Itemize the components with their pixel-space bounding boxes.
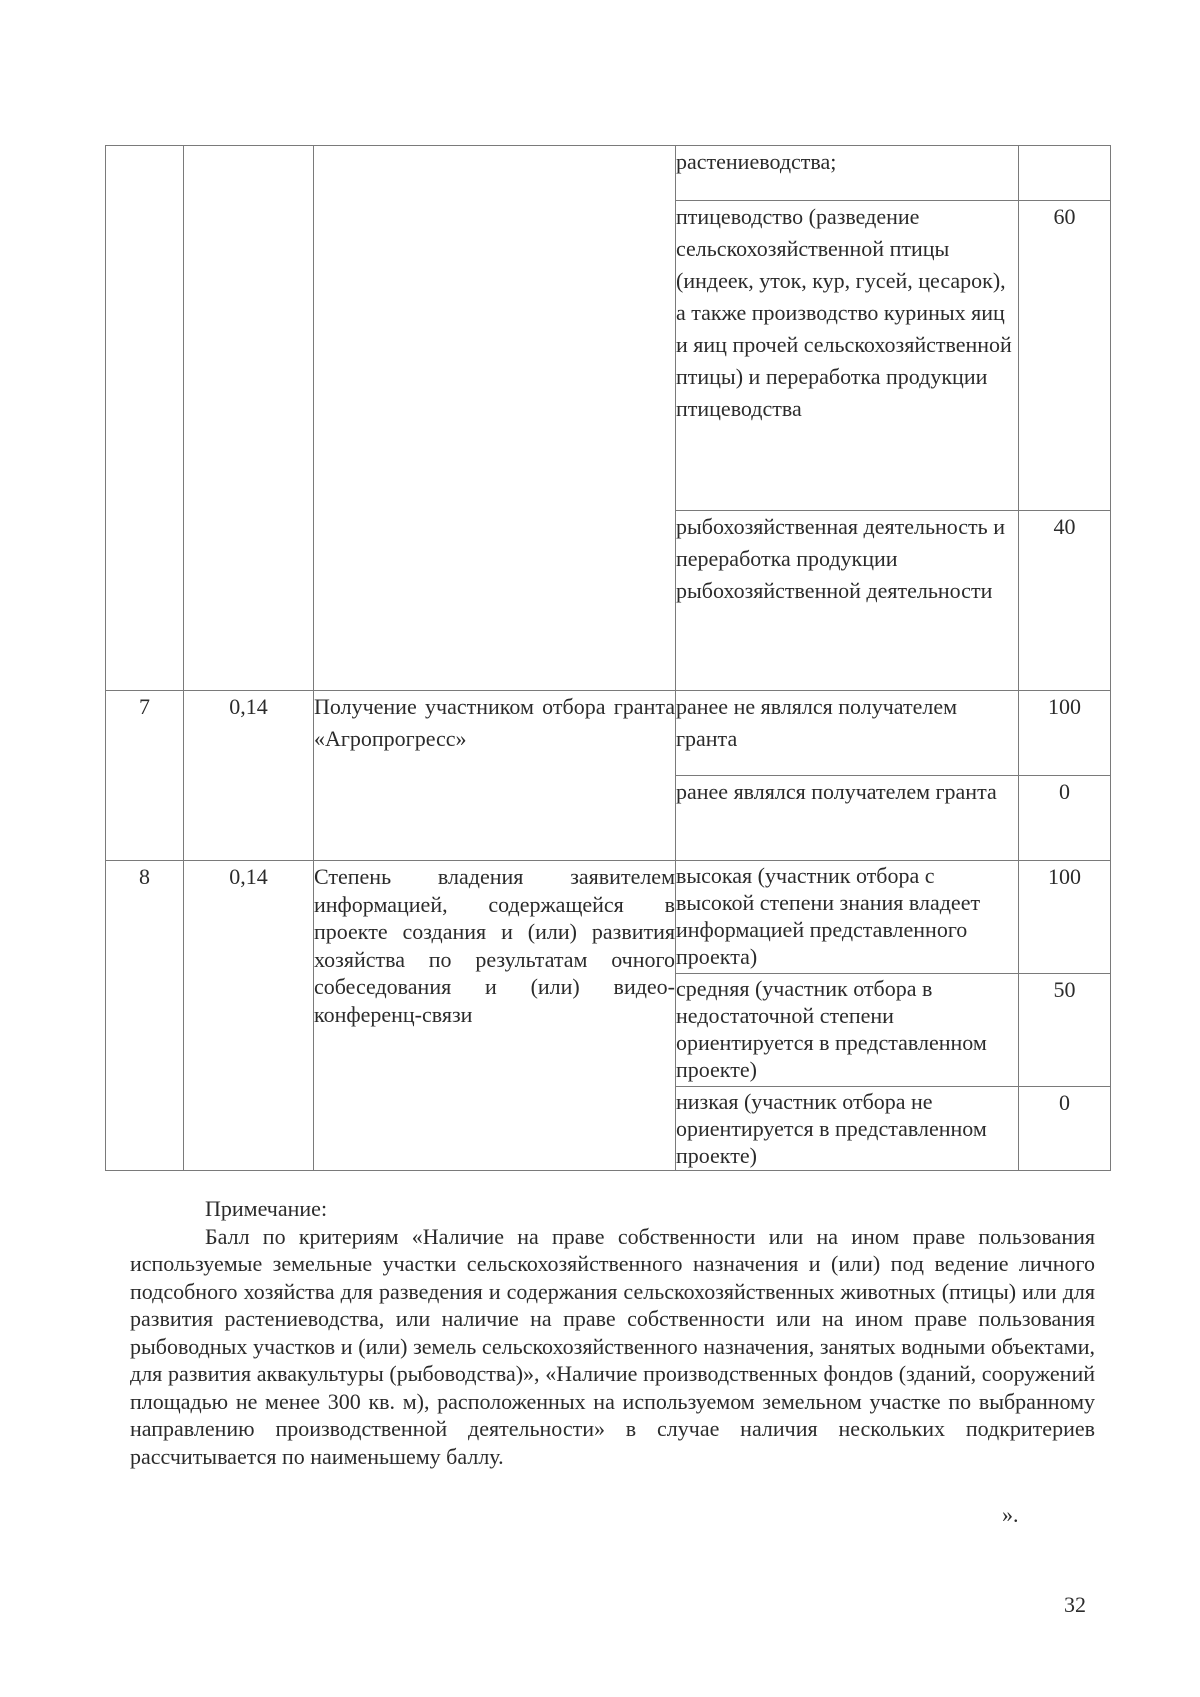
- option-score: 100: [1019, 861, 1111, 974]
- option-text: растениеводства;: [676, 146, 1019, 201]
- table-row: [106, 146, 1111, 201]
- criterion-weight: [184, 146, 314, 691]
- closing-quote: ».: [1002, 1502, 1019, 1527]
- page-number: 32: [1064, 1592, 1086, 1617]
- criterion-text: [314, 146, 676, 691]
- note-body: Балл по критериям «Наличие на праве собственности или на ином праве пользования используемые земельные участки сельскохозяйственного назначения и (или) под ведение личного подсобного хозяйства для разведения и содержания сельскохозяйственных животных (птицы) или для развития растениеводства, или наличие на праве собственности или на ином праве пользования рыбоводных участков и (или) земель сельскохозяйственного назначения, занятых водными объектами, для развития аквакультуры (рыбоводства)», «Наличие производственных фондов (зданий, сооружений площадью не менее 300 кв. м), расположенных на используемом земельном участке по выбранному направлению производственной деятельности» в случае наличия нескольких подкритериев рассчитывается по наименьшему баллу.: [130, 1223, 1095, 1469]
- option-text: птицеводство (разведение сельскохозяйственной птицы (индеек, уток, кур, гусей, цесарок), а также производство куриных яиц и яиц прочей сельскохозяйственной птицы) и переработка продукции птицеводства: [676, 201, 1019, 511]
- table-row: [106, 691, 1111, 776]
- option-score: [1019, 146, 1111, 201]
- criterion-text: Степень владения заявителем информацией, содержащейся в проекте создания и (или) развития хозяйства по результатам очного собеседования и (или) видео-конференц-связи: [314, 861, 676, 1171]
- option-text: ранее являлся получателем гранта: [676, 776, 1019, 861]
- option-score: 0: [1019, 1087, 1111, 1171]
- option-score: 60: [1019, 201, 1111, 511]
- criterion-number: 7: [106, 691, 184, 861]
- option-score: 0: [1019, 776, 1111, 861]
- criteria-table: [105, 145, 1111, 1171]
- option-text: рыбохозяйственная деятельность и переработка продукции рыбохозяйственной деятельности: [676, 511, 1019, 691]
- criterion-number: [106, 146, 184, 691]
- criterion-weight: 0,14: [184, 691, 314, 861]
- note-section: [130, 1195, 1095, 1470]
- table-row: [106, 861, 1111, 974]
- option-score: 100: [1019, 691, 1111, 776]
- option-text: низкая (участник отбора не ориентируется в представленном проекте): [676, 1087, 1019, 1171]
- criterion-weight: 0,14: [184, 861, 314, 1171]
- criterion-text: Получение участником отбора гранта «Агропрогресс»: [314, 691, 676, 861]
- option-text: высокая (участник отбора с высокой степени знания владеет информацией представленного проекта): [676, 861, 1019, 974]
- option-score: 50: [1019, 974, 1111, 1087]
- option-score: 40: [1019, 511, 1111, 691]
- option-text: ранее не являлся получателем гранта: [676, 691, 1019, 776]
- option-text: средняя (участник отбора в недостаточной степени ориентируется в представленном проекте): [676, 974, 1019, 1087]
- criterion-number: 8: [106, 861, 184, 1171]
- note-title: Примечание:: [205, 1196, 328, 1221]
